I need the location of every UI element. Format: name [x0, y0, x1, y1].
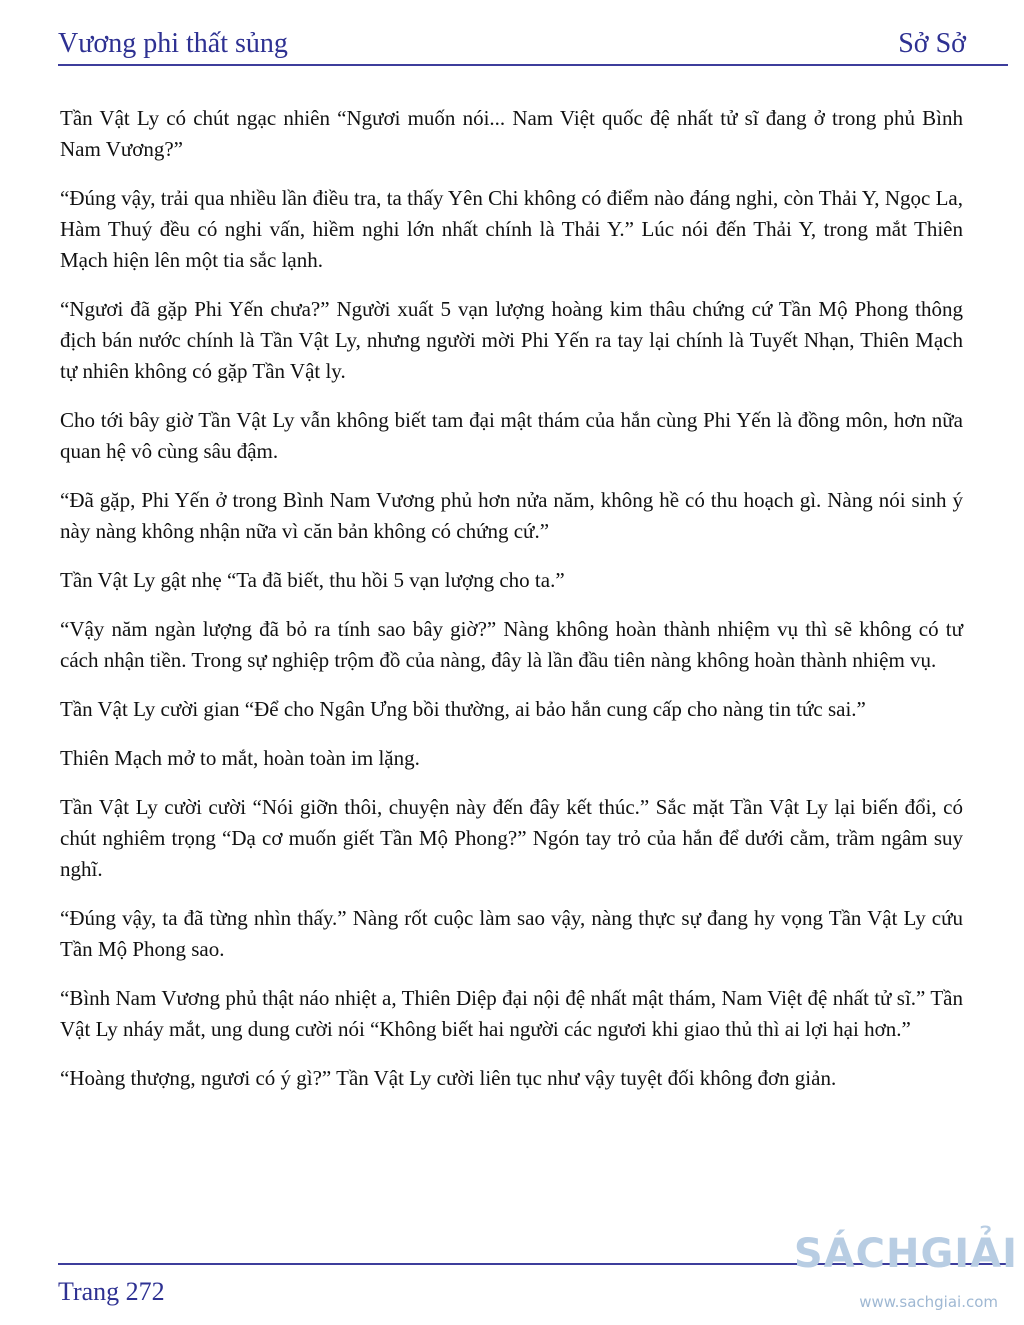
watermark [793, 1222, 1018, 1318]
paragraph-3: “Ngươi đã gặp Phi Yến chưa?” Người xuất 5 vạn lượng hoàng kim thâu chứng cứ Tần Mộ Phong thông địch bán nước chính là Tần Vật Ly, nhưng người mời Phi Yến ra tay lại chính là Tuyết Nhạn, Thiên Mạch tự nhiên không có gặp Tần Vật ly. [60, 297, 963, 383]
paragraph-10: Tần Vật Ly cười cười “Nói giỡn thôi, chuyện này đến đây kết thúc.” Sắc mặt Tần Vật Ly lại biến đổi, có chút nghiêm trọng “Dạ cơ muốn giết Tần Mộ Phong?” Ngón tay trỏ của hắn để dưới cằm, trầm ngâm suy nghĩ. [60, 795, 963, 881]
paragraph-4: Cho tới bây giờ Tần Vật Ly vẫn không biết tam đại mật thám của hắn cùng Phi Yến là đồng môn, hơn nữa quan hệ vô cùng sâu đậm. [60, 408, 963, 463]
book-title: Vương phi thất sủng [58, 28, 288, 59]
paragraph-7: “Vậy năm ngàn lượng đã bỏ ra tính sao bây giờ?” Nàng không hoàn thành nhiệm vụ thì sẽ không có tư cách nhận tiền. Trong sự nghiệp trộm đồ của nàng, đây là lần đầu tiên nàng không hoàn thành nhiệm vụ. [60, 617, 963, 672]
author-name: Sở Sở [898, 28, 966, 59]
header-divider [58, 64, 1008, 66]
paragraph-1: Tần Vật Ly có chút ngạc nhiên “Ngươi muốn nói... Nam Việt quốc đệ nhất tử sĩ đang ở trong phủ Bình Nam Vương?” [60, 106, 963, 161]
page-body [60, 103, 963, 1112]
watermark-url: www.sachgiai.com [859, 1293, 998, 1311]
paragraph-13: “Hoàng thượng, ngươi có ý gì?” Tần Vật Ly cười liên tục như vậy tuyệt đối không đơn giản. [60, 1066, 837, 1090]
page-number: Trang 272 [58, 1277, 165, 1306]
paragraph-11: “Đúng vậy, ta đã từng nhìn thấy.” Nàng rốt cuộc làm sao vậy, nàng thực sự đang hy vọng Tần Vật Ly cứu Tần Mộ Phong sao. [60, 906, 963, 961]
paragraph-12: “Bình Nam Vương phủ thật náo nhiệt a, Thiên Diệp đại nội đệ nhất mật thám, Nam Việt đệ nhất tử sĩ.” Tần Vật Ly nháy mắt, ung dung cười nói “Không biết hai người các ngươi khi giao thủ thì ai lợi hại hơn.” [60, 986, 963, 1041]
paragraph-6: Tần Vật Ly gật nhẹ “Ta đã biết, thu hồi 5 vạn lượng cho ta.” [60, 568, 565, 592]
paragraph-2: “Đúng vậy, trải qua nhiều lần điều tra, ta thấy Yên Chi không có điểm nào đáng nghi, còn Thải Y, Ngọc La, Hàm Thuý đều có nghi vấn, hiềm nghi lớn nhất chính là Thải Y.” Lúc nói đến Thải Y, trong mắt Thiên Mạch hiện lên một tia sắc lạnh. [60, 186, 963, 272]
paragraph-8: Tần Vật Ly cười gian “Để cho Ngân Ưng bồi thường, ai bảo hắn cung cấp cho nàng tin tức sai.” [60, 697, 866, 721]
page-header [58, 26, 966, 62]
paragraph-5: “Đã gặp, Phi Yến ở trong Bình Nam Vương phủ hơn nửa năm, không hề có thu hoạch gì. Nàng nói sinh ý này nàng không nhận nữa vì căn bản không có chứng cứ.” [60, 488, 963, 543]
watermark-logo: SÁCHGIẢI [793, 1231, 1018, 1277]
paragraph-9: Thiên Mạch mở to mắt, hoàn toàn im lặng. [60, 746, 420, 770]
